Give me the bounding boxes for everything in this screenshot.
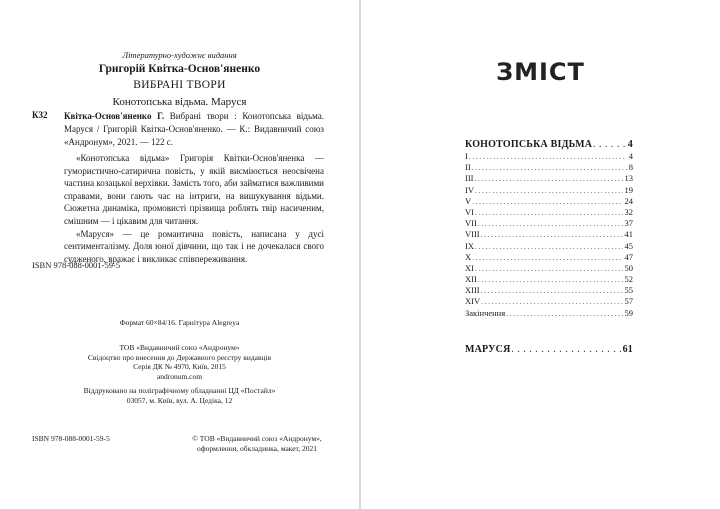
toc-part-title: МАРУСЯ — [465, 343, 511, 355]
toc-page-number: 4 — [627, 139, 633, 150]
toc-leader — [475, 208, 623, 218]
toc-part-title: КОНОТОПСЬКА ВІДЬМА — [465, 139, 593, 150]
toc-leader — [593, 139, 626, 151]
toc-leader — [481, 297, 622, 307]
toc-chapter-label: VII — [465, 218, 477, 229]
toc-chapter-label: II — [465, 162, 471, 173]
publisher-name: ТОВ «Видавничий союз «Андронум» — [119, 343, 240, 352]
toc-chapter[interactable] — [465, 151, 633, 162]
toc-chapter-ending[interactable] — [465, 308, 633, 319]
annotation-paragraph: «Маруся» — це романтична повість, написана у дусі сентименталізму. Доля юної дівчини, що так і не дочекалася свого судженого, вражає і викликає співпереживання. — [64, 228, 324, 264]
toc-chapter[interactable] — [465, 185, 633, 196]
toc-part-konotopska[interactable] — [465, 139, 633, 151]
toc-chapter-label: V — [465, 195, 472, 206]
biblio-author: Квітка-Основ'яненко Г. — [64, 111, 165, 121]
toc-chapter-label: VI — [465, 206, 474, 217]
printer-info — [0, 386, 359, 405]
toc-leader — [475, 186, 623, 196]
bibliographic-record — [64, 110, 324, 149]
publisher-info — [0, 343, 359, 381]
toc-chapter-label: I — [465, 151, 468, 161]
toc-page-number: 50 — [624, 262, 633, 273]
isbn-bottom: ISBN 978-088-0001-59-5 — [32, 434, 110, 443]
toc-chapter[interactable] — [465, 285, 633, 296]
toc-page-number: 47 — [624, 251, 633, 262]
toc-part-marusia[interactable] — [465, 344, 633, 356]
toc-chapter[interactable] — [465, 241, 633, 252]
toc-leader — [472, 197, 622, 207]
toc-chapter-label: XI — [465, 262, 474, 273]
toc-leader — [472, 253, 622, 263]
printer-address: 03057, м. Київ, вул. А. Цедіка, 12 — [126, 395, 233, 405]
toc-chapter[interactable] — [465, 196, 633, 207]
toc-leader — [481, 230, 623, 240]
toc-leader — [475, 174, 623, 184]
toc-chapter[interactable] — [465, 263, 633, 274]
catalog-code: К32 — [32, 110, 48, 120]
toc-page-number: 37 — [624, 218, 633, 229]
imprint-page — [0, 0, 359, 509]
toc-chapter-label: XIII — [465, 285, 480, 296]
biblio-text: Вибрані твори : Конотопська відьма. Маруся / Григорій Квітка-Основ'яненко. — К.: Видавничий союз «Андронум», 2021. — 122 с. — [64, 111, 324, 147]
toc-page-number: 59 — [624, 307, 633, 318]
contents-heading: ЗМІСТ — [496, 58, 585, 86]
toc-page-number: 19 — [624, 184, 633, 195]
book-title: ВИБРАНІ ТВОРИ — [133, 79, 226, 91]
toc-page-number: 61 — [622, 343, 633, 355]
toc-page-number: 57 — [624, 296, 633, 307]
toc-chapter[interactable] — [465, 296, 633, 307]
toc-page-number: 24 — [624, 195, 633, 206]
toc-chapter-label: X — [465, 251, 472, 262]
edition-type: Літературно-художнє видання — [122, 50, 237, 60]
toc-chapter[interactable] — [465, 207, 633, 218]
registry-certificate: Свідоцтво про внесення до Державного реєстру видавців — [87, 352, 272, 362]
table-of-contents — [465, 139, 633, 356]
toc-leader — [469, 152, 627, 162]
toc-page-number: 32 — [624, 206, 633, 217]
toc-chapter-label: VIII — [465, 229, 480, 240]
toc-leader — [472, 163, 627, 173]
toc-page-number: 52 — [624, 274, 633, 285]
toc-chapter[interactable] — [465, 274, 633, 285]
author-name: Григорій Квітка-Основ'яненко — [98, 63, 261, 75]
isbn: ISBN 978-088-0001-59-5 — [32, 260, 121, 270]
toc-chapter-label: III — [465, 173, 474, 184]
copyright-line: оформлення, обкладинка, макет, 2021 — [196, 443, 318, 453]
toc-leader — [512, 344, 621, 356]
toc-page-number: 55 — [624, 285, 633, 296]
format-line: Формат 60×84/16. Гарнітура Alegreya — [119, 318, 240, 327]
annotation — [64, 152, 324, 265]
toc-chapter-label: IV — [465, 184, 474, 195]
contents-page — [361, 0, 720, 509]
toc-chapter-label: XII — [465, 274, 477, 285]
toc-leader — [478, 275, 623, 285]
toc-chapter-label: Закінчення — [465, 307, 506, 318]
toc-chapter-label: XIV — [465, 296, 481, 307]
toc-page-number: 8 — [628, 162, 633, 173]
publisher-website: andronum.com — [156, 371, 203, 381]
toc-chapter[interactable] — [465, 252, 633, 263]
toc-leader — [475, 242, 623, 252]
toc-leader — [478, 219, 623, 229]
toc-chapter[interactable] — [465, 173, 633, 184]
copyright — [162, 434, 352, 453]
toc-leader — [506, 309, 622, 319]
registry-series: Серія ДК № 4970, Київ, 2015 — [133, 362, 226, 371]
toc-leader — [475, 264, 623, 274]
toc-page-number: 13 — [624, 173, 633, 184]
toc-chapter-label: IX — [465, 240, 474, 251]
toc-chapter[interactable] — [465, 218, 633, 229]
toc-chapter[interactable] — [465, 229, 633, 240]
book-subtitle: Конотопська відьма. Маруся — [112, 96, 247, 108]
copyright-line: © ТОВ «Видавничий союз «Андронум», — [192, 434, 322, 443]
toc-chapter[interactable] — [465, 162, 633, 173]
toc-page-number: 41 — [624, 229, 633, 240]
toc-page-number: 45 — [624, 240, 633, 251]
toc-leader — [481, 286, 623, 296]
printer-name: Віддруковано на поліграфічному обладнанні ЦД «Постайл» — [83, 386, 276, 395]
toc-page-number: 4 — [628, 151, 633, 161]
annotation-paragraph: «Конотопська відьма» Григорія Квітки-Основ'яненка — гумористично-сатирична повість, у якій висміюється неосвічена частина козацької верхівки. Замість того, аби займатися важливими справами, вони гають час на інтриги, на вишукування відьми. Сюжетна динаміка, промовисті прізвища роблять твір насиченим, смішним — і цікавим для читання. — [64, 153, 324, 226]
